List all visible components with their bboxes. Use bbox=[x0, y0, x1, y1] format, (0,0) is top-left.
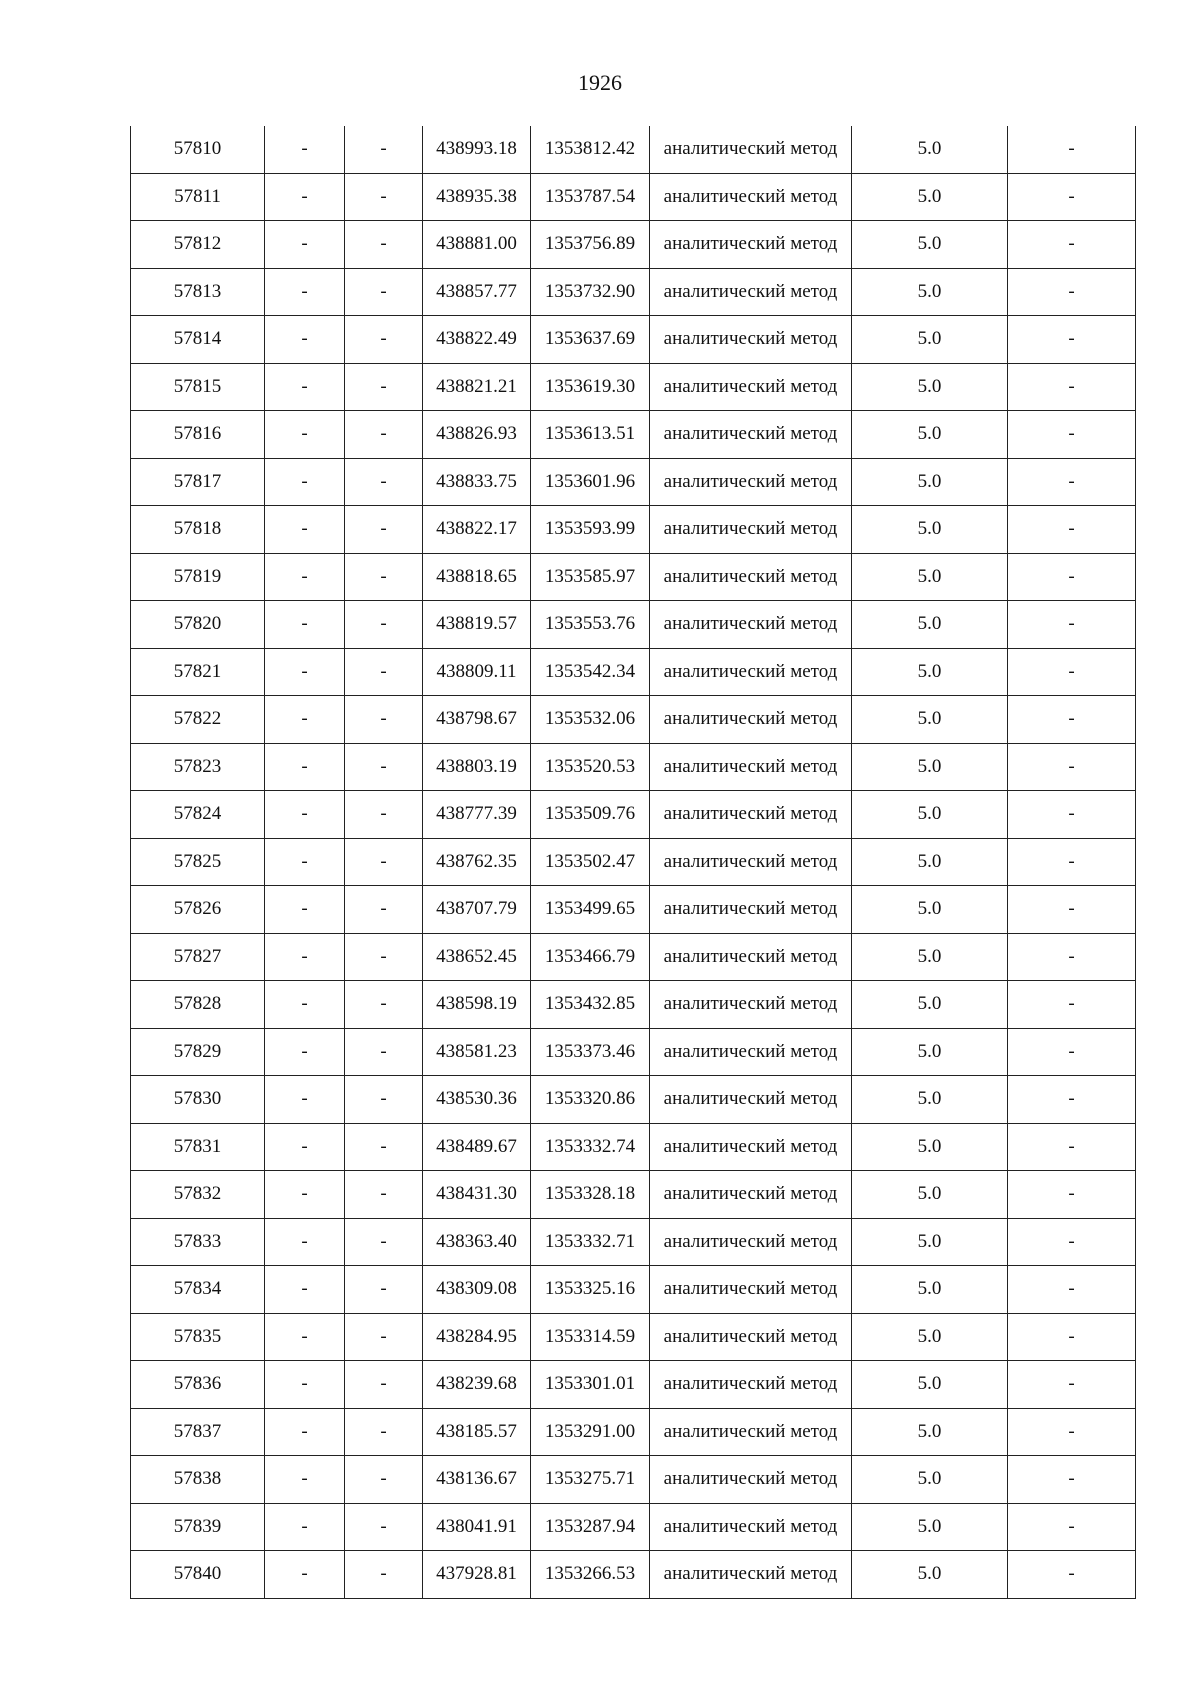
dash-cell: - bbox=[345, 221, 423, 269]
point-number-cell: 57822 bbox=[131, 696, 265, 744]
table-row bbox=[131, 838, 1136, 886]
point-number-cell: 57839 bbox=[131, 1503, 265, 1551]
point-number-cell: 57827 bbox=[131, 933, 265, 981]
table-row bbox=[131, 1171, 1136, 1219]
dash-cell: - bbox=[265, 838, 345, 886]
method-cell: аналитический метод bbox=[650, 1123, 852, 1171]
x-coordinate-cell: 438185.57 bbox=[423, 1408, 531, 1456]
point-number-cell: 57813 bbox=[131, 268, 265, 316]
table-row bbox=[131, 791, 1136, 839]
x-coordinate-cell: 438598.19 bbox=[423, 981, 531, 1029]
method-cell: аналитический метод bbox=[650, 411, 852, 459]
x-coordinate-cell: 438530.36 bbox=[423, 1076, 531, 1124]
dash-cell: - bbox=[345, 933, 423, 981]
dash-cell: - bbox=[345, 791, 423, 839]
table-row bbox=[131, 981, 1136, 1029]
x-coordinate-cell: 438762.35 bbox=[423, 838, 531, 886]
method-cell: аналитический метод bbox=[650, 1171, 852, 1219]
dash-cell: - bbox=[1008, 1408, 1136, 1456]
point-number-cell: 57834 bbox=[131, 1266, 265, 1314]
point-number-cell: 57840 bbox=[131, 1551, 265, 1599]
y-coordinate-cell: 1353601.96 bbox=[531, 458, 650, 506]
method-cell: аналитический метод bbox=[650, 886, 852, 934]
accuracy-cell: 5.0 bbox=[852, 886, 1008, 934]
dash-cell: - bbox=[265, 1123, 345, 1171]
y-coordinate-cell: 1353301.01 bbox=[531, 1361, 650, 1409]
accuracy-cell: 5.0 bbox=[852, 1076, 1008, 1124]
dash-cell: - bbox=[345, 1076, 423, 1124]
dash-cell: - bbox=[345, 506, 423, 554]
accuracy-cell: 5.0 bbox=[852, 1503, 1008, 1551]
x-coordinate-cell: 438881.00 bbox=[423, 221, 531, 269]
dash-cell: - bbox=[265, 1076, 345, 1124]
accuracy-cell: 5.0 bbox=[852, 221, 1008, 269]
point-number-cell: 57815 bbox=[131, 363, 265, 411]
method-cell: аналитический метод bbox=[650, 173, 852, 221]
dash-cell: - bbox=[1008, 933, 1136, 981]
y-coordinate-cell: 1353328.18 bbox=[531, 1171, 650, 1219]
y-coordinate-cell: 1353613.51 bbox=[531, 411, 650, 459]
method-cell: аналитический метод bbox=[650, 981, 852, 1029]
accuracy-cell: 5.0 bbox=[852, 1266, 1008, 1314]
y-coordinate-cell: 1353593.99 bbox=[531, 506, 650, 554]
x-coordinate-cell: 438798.67 bbox=[423, 696, 531, 744]
dash-cell: - bbox=[345, 743, 423, 791]
accuracy-cell: 5.0 bbox=[852, 1361, 1008, 1409]
dash-cell: - bbox=[345, 1313, 423, 1361]
method-cell: аналитический метод bbox=[650, 268, 852, 316]
method-cell: аналитический метод bbox=[650, 1361, 852, 1409]
dash-cell: - bbox=[1008, 1028, 1136, 1076]
dash-cell: - bbox=[1008, 601, 1136, 649]
y-coordinate-cell: 1353520.53 bbox=[531, 743, 650, 791]
method-cell: аналитический метод bbox=[650, 458, 852, 506]
point-number-cell: 57825 bbox=[131, 838, 265, 886]
dash-cell: - bbox=[1008, 553, 1136, 601]
dash-cell: - bbox=[265, 601, 345, 649]
dash-cell: - bbox=[345, 411, 423, 459]
accuracy-cell: 5.0 bbox=[852, 601, 1008, 649]
point-number-cell: 57836 bbox=[131, 1361, 265, 1409]
dash-cell: - bbox=[265, 268, 345, 316]
point-number-cell: 57828 bbox=[131, 981, 265, 1029]
method-cell: аналитический метод bbox=[650, 696, 852, 744]
accuracy-cell: 5.0 bbox=[852, 1551, 1008, 1599]
dash-cell: - bbox=[345, 1408, 423, 1456]
accuracy-cell: 5.0 bbox=[852, 316, 1008, 364]
dash-cell: - bbox=[1008, 838, 1136, 886]
y-coordinate-cell: 1353287.94 bbox=[531, 1503, 650, 1551]
accuracy-cell: 5.0 bbox=[852, 981, 1008, 1029]
method-cell: аналитический метод bbox=[650, 1456, 852, 1504]
y-coordinate-cell: 1353266.53 bbox=[531, 1551, 650, 1599]
x-coordinate-cell: 438803.19 bbox=[423, 743, 531, 791]
accuracy-cell: 5.0 bbox=[852, 411, 1008, 459]
dash-cell: - bbox=[345, 553, 423, 601]
method-cell: аналитический метод bbox=[650, 933, 852, 981]
method-cell: аналитический метод bbox=[650, 316, 852, 364]
dash-cell: - bbox=[1008, 1551, 1136, 1599]
dash-cell: - bbox=[1008, 506, 1136, 554]
dash-cell: - bbox=[1008, 1503, 1136, 1551]
y-coordinate-cell: 1353812.42 bbox=[531, 126, 650, 173]
dash-cell: - bbox=[345, 126, 423, 173]
method-cell: аналитический метод bbox=[650, 553, 852, 601]
x-coordinate-cell: 438857.77 bbox=[423, 268, 531, 316]
x-coordinate-cell: 438777.39 bbox=[423, 791, 531, 839]
accuracy-cell: 5.0 bbox=[852, 1408, 1008, 1456]
accuracy-cell: 5.0 bbox=[852, 173, 1008, 221]
dash-cell: - bbox=[265, 316, 345, 364]
dash-cell: - bbox=[265, 553, 345, 601]
accuracy-cell: 5.0 bbox=[852, 126, 1008, 173]
dash-cell: - bbox=[345, 1551, 423, 1599]
point-number-cell: 57811 bbox=[131, 173, 265, 221]
table-row bbox=[131, 553, 1136, 601]
x-coordinate-cell: 438819.57 bbox=[423, 601, 531, 649]
dash-cell: - bbox=[265, 1408, 345, 1456]
table-row bbox=[131, 363, 1136, 411]
dash-cell: - bbox=[1008, 1313, 1136, 1361]
x-coordinate-cell: 438833.75 bbox=[423, 458, 531, 506]
dash-cell: - bbox=[1008, 1171, 1136, 1219]
table-row bbox=[131, 601, 1136, 649]
dash-cell: - bbox=[265, 791, 345, 839]
table-row bbox=[131, 743, 1136, 791]
x-coordinate-cell: 438993.18 bbox=[423, 126, 531, 173]
x-coordinate-cell: 438284.95 bbox=[423, 1313, 531, 1361]
accuracy-cell: 5.0 bbox=[852, 553, 1008, 601]
dash-cell: - bbox=[1008, 743, 1136, 791]
dash-cell: - bbox=[265, 1028, 345, 1076]
table-row bbox=[131, 1361, 1136, 1409]
y-coordinate-cell: 1353291.00 bbox=[531, 1408, 650, 1456]
x-coordinate-cell: 438935.38 bbox=[423, 173, 531, 221]
dash-cell: - bbox=[345, 601, 423, 649]
table-row bbox=[131, 1456, 1136, 1504]
accuracy-cell: 5.0 bbox=[852, 1028, 1008, 1076]
x-coordinate-cell: 438363.40 bbox=[423, 1218, 531, 1266]
dash-cell: - bbox=[345, 838, 423, 886]
y-coordinate-cell: 1353320.86 bbox=[531, 1076, 650, 1124]
table-row bbox=[131, 506, 1136, 554]
dash-cell: - bbox=[1008, 1266, 1136, 1314]
dash-cell: - bbox=[265, 1313, 345, 1361]
x-coordinate-cell: 438239.68 bbox=[423, 1361, 531, 1409]
table-row bbox=[131, 411, 1136, 459]
point-number-cell: 57810 bbox=[131, 126, 265, 173]
point-number-cell: 57826 bbox=[131, 886, 265, 934]
method-cell: аналитический метод bbox=[650, 1266, 852, 1314]
dash-cell: - bbox=[1008, 1456, 1136, 1504]
table-row bbox=[131, 1028, 1136, 1076]
accuracy-cell: 5.0 bbox=[852, 648, 1008, 696]
dash-cell: - bbox=[1008, 173, 1136, 221]
point-number-cell: 57833 bbox=[131, 1218, 265, 1266]
method-cell: аналитический метод bbox=[650, 1028, 852, 1076]
x-coordinate-cell: 438136.67 bbox=[423, 1456, 531, 1504]
y-coordinate-cell: 1353499.65 bbox=[531, 886, 650, 934]
table-row bbox=[131, 221, 1136, 269]
dash-cell: - bbox=[265, 1218, 345, 1266]
y-coordinate-cell: 1353332.71 bbox=[531, 1218, 650, 1266]
point-number-cell: 57823 bbox=[131, 743, 265, 791]
dash-cell: - bbox=[345, 268, 423, 316]
accuracy-cell: 5.0 bbox=[852, 1313, 1008, 1361]
dash-cell: - bbox=[265, 886, 345, 934]
y-coordinate-cell: 1353275.71 bbox=[531, 1456, 650, 1504]
y-coordinate-cell: 1353553.76 bbox=[531, 601, 650, 649]
y-coordinate-cell: 1353732.90 bbox=[531, 268, 650, 316]
dash-cell: - bbox=[1008, 1361, 1136, 1409]
method-cell: аналитический метод bbox=[650, 838, 852, 886]
y-coordinate-cell: 1353585.97 bbox=[531, 553, 650, 601]
point-number-cell: 57817 bbox=[131, 458, 265, 506]
table-row bbox=[131, 1266, 1136, 1314]
accuracy-cell: 5.0 bbox=[852, 1123, 1008, 1171]
accuracy-cell: 5.0 bbox=[852, 268, 1008, 316]
dash-cell: - bbox=[265, 173, 345, 221]
dash-cell: - bbox=[1008, 696, 1136, 744]
x-coordinate-cell: 437928.81 bbox=[423, 1551, 531, 1599]
y-coordinate-cell: 1353325.16 bbox=[531, 1266, 650, 1314]
x-coordinate-cell: 438809.11 bbox=[423, 648, 531, 696]
y-coordinate-cell: 1353314.59 bbox=[531, 1313, 650, 1361]
x-coordinate-cell: 438826.93 bbox=[423, 411, 531, 459]
table-row bbox=[131, 1218, 1136, 1266]
point-number-cell: 57824 bbox=[131, 791, 265, 839]
y-coordinate-cell: 1353373.46 bbox=[531, 1028, 650, 1076]
dash-cell: - bbox=[345, 696, 423, 744]
y-coordinate-cell: 1353502.47 bbox=[531, 838, 650, 886]
dash-cell: - bbox=[265, 221, 345, 269]
point-number-cell: 57819 bbox=[131, 553, 265, 601]
dash-cell: - bbox=[265, 1171, 345, 1219]
accuracy-cell: 5.0 bbox=[852, 363, 1008, 411]
table-body bbox=[131, 126, 1136, 1598]
y-coordinate-cell: 1353509.76 bbox=[531, 791, 650, 839]
method-cell: аналитический метод bbox=[650, 791, 852, 839]
dash-cell: - bbox=[345, 1503, 423, 1551]
y-coordinate-cell: 1353432.85 bbox=[531, 981, 650, 1029]
accuracy-cell: 5.0 bbox=[852, 696, 1008, 744]
dash-cell: - bbox=[1008, 791, 1136, 839]
dash-cell: - bbox=[265, 1266, 345, 1314]
accuracy-cell: 5.0 bbox=[852, 791, 1008, 839]
dash-cell: - bbox=[265, 696, 345, 744]
table-row bbox=[131, 1313, 1136, 1361]
x-coordinate-cell: 438489.67 bbox=[423, 1123, 531, 1171]
point-number-cell: 57831 bbox=[131, 1123, 265, 1171]
y-coordinate-cell: 1353542.34 bbox=[531, 648, 650, 696]
dash-cell: - bbox=[345, 648, 423, 696]
coordinates-table bbox=[130, 126, 1136, 1599]
point-number-cell: 57821 bbox=[131, 648, 265, 696]
y-coordinate-cell: 1353332.74 bbox=[531, 1123, 650, 1171]
dash-cell: - bbox=[265, 743, 345, 791]
x-coordinate-cell: 438707.79 bbox=[423, 886, 531, 934]
dash-cell: - bbox=[345, 1361, 423, 1409]
table-row bbox=[131, 458, 1136, 506]
dash-cell: - bbox=[345, 1266, 423, 1314]
y-coordinate-cell: 1353619.30 bbox=[531, 363, 650, 411]
point-number-cell: 57837 bbox=[131, 1408, 265, 1456]
y-coordinate-cell: 1353466.79 bbox=[531, 933, 650, 981]
dash-cell: - bbox=[345, 458, 423, 506]
y-coordinate-cell: 1353756.89 bbox=[531, 221, 650, 269]
dash-cell: - bbox=[345, 173, 423, 221]
table-row bbox=[131, 696, 1136, 744]
x-coordinate-cell: 438581.23 bbox=[423, 1028, 531, 1076]
x-coordinate-cell: 438821.21 bbox=[423, 363, 531, 411]
method-cell: аналитический метод bbox=[650, 1218, 852, 1266]
method-cell: аналитический метод bbox=[650, 743, 852, 791]
dash-cell: - bbox=[345, 1171, 423, 1219]
dash-cell: - bbox=[345, 886, 423, 934]
accuracy-cell: 5.0 bbox=[852, 1456, 1008, 1504]
dash-cell: - bbox=[265, 648, 345, 696]
accuracy-cell: 5.0 bbox=[852, 743, 1008, 791]
table-row bbox=[131, 1503, 1136, 1551]
point-number-cell: 57812 bbox=[131, 221, 265, 269]
method-cell: аналитический метод bbox=[650, 1551, 852, 1599]
accuracy-cell: 5.0 bbox=[852, 1171, 1008, 1219]
dash-cell: - bbox=[1008, 1123, 1136, 1171]
dash-cell: - bbox=[265, 1551, 345, 1599]
dash-cell: - bbox=[345, 1218, 423, 1266]
accuracy-cell: 5.0 bbox=[852, 458, 1008, 506]
dash-cell: - bbox=[265, 506, 345, 554]
method-cell: аналитический метод bbox=[650, 363, 852, 411]
point-number-cell: 57820 bbox=[131, 601, 265, 649]
dash-cell: - bbox=[1008, 316, 1136, 364]
table-row bbox=[131, 886, 1136, 934]
x-coordinate-cell: 438822.49 bbox=[423, 316, 531, 364]
y-coordinate-cell: 1353637.69 bbox=[531, 316, 650, 364]
table-row bbox=[131, 933, 1136, 981]
x-coordinate-cell: 438652.45 bbox=[423, 933, 531, 981]
dash-cell: - bbox=[265, 363, 345, 411]
table-row bbox=[131, 1123, 1136, 1171]
dash-cell: - bbox=[265, 458, 345, 506]
dash-cell: - bbox=[1008, 363, 1136, 411]
table-row bbox=[131, 173, 1136, 221]
point-number-cell: 57829 bbox=[131, 1028, 265, 1076]
accuracy-cell: 5.0 bbox=[852, 838, 1008, 886]
dash-cell: - bbox=[1008, 648, 1136, 696]
point-number-cell: 57816 bbox=[131, 411, 265, 459]
method-cell: аналитический метод bbox=[650, 1408, 852, 1456]
table-row bbox=[131, 1076, 1136, 1124]
dash-cell: - bbox=[265, 1503, 345, 1551]
dash-cell: - bbox=[345, 1028, 423, 1076]
table-row bbox=[131, 268, 1136, 316]
accuracy-cell: 5.0 bbox=[852, 506, 1008, 554]
y-coordinate-cell: 1353532.06 bbox=[531, 696, 650, 744]
x-coordinate-cell: 438822.17 bbox=[423, 506, 531, 554]
point-number-cell: 57814 bbox=[131, 316, 265, 364]
x-coordinate-cell: 438818.65 bbox=[423, 553, 531, 601]
dash-cell: - bbox=[1008, 981, 1136, 1029]
method-cell: аналитический метод bbox=[650, 1503, 852, 1551]
x-coordinate-cell: 438431.30 bbox=[423, 1171, 531, 1219]
method-cell: аналитический метод bbox=[650, 221, 852, 269]
dash-cell: - bbox=[1008, 1076, 1136, 1124]
dash-cell: - bbox=[265, 1456, 345, 1504]
method-cell: аналитический метод bbox=[650, 506, 852, 554]
table-row bbox=[131, 316, 1136, 364]
point-number-cell: 57830 bbox=[131, 1076, 265, 1124]
table-row bbox=[131, 1551, 1136, 1599]
table-row bbox=[131, 648, 1136, 696]
page-number: 1926 bbox=[578, 70, 622, 95]
dash-cell: - bbox=[345, 1123, 423, 1171]
point-number-cell: 57818 bbox=[131, 506, 265, 554]
dash-cell: - bbox=[1008, 1218, 1136, 1266]
dash-cell: - bbox=[1008, 411, 1136, 459]
method-cell: аналитический метод bbox=[650, 1313, 852, 1361]
dash-cell: - bbox=[265, 933, 345, 981]
method-cell: аналитический метод bbox=[650, 1076, 852, 1124]
dash-cell: - bbox=[1008, 126, 1136, 173]
dash-cell: - bbox=[265, 1361, 345, 1409]
accuracy-cell: 5.0 bbox=[852, 933, 1008, 981]
method-cell: аналитический метод bbox=[650, 648, 852, 696]
x-coordinate-cell: 438041.91 bbox=[423, 1503, 531, 1551]
method-cell: аналитический метод bbox=[650, 126, 852, 173]
dash-cell: - bbox=[1008, 458, 1136, 506]
dash-cell: - bbox=[265, 126, 345, 173]
dash-cell: - bbox=[265, 981, 345, 1029]
point-number-cell: 57838 bbox=[131, 1456, 265, 1504]
dash-cell: - bbox=[345, 363, 423, 411]
accuracy-cell: 5.0 bbox=[852, 1218, 1008, 1266]
table-row bbox=[131, 126, 1136, 173]
dash-cell: - bbox=[265, 411, 345, 459]
x-coordinate-cell: 438309.08 bbox=[423, 1266, 531, 1314]
dash-cell: - bbox=[1008, 268, 1136, 316]
dash-cell: - bbox=[345, 316, 423, 364]
point-number-cell: 57832 bbox=[131, 1171, 265, 1219]
method-cell: аналитический метод bbox=[650, 601, 852, 649]
dash-cell: - bbox=[1008, 221, 1136, 269]
dash-cell: - bbox=[345, 1456, 423, 1504]
dash-cell: - bbox=[345, 981, 423, 1029]
dash-cell: - bbox=[1008, 886, 1136, 934]
point-number-cell: 57835 bbox=[131, 1313, 265, 1361]
y-coordinate-cell: 1353787.54 bbox=[531, 173, 650, 221]
table-row bbox=[131, 1408, 1136, 1456]
